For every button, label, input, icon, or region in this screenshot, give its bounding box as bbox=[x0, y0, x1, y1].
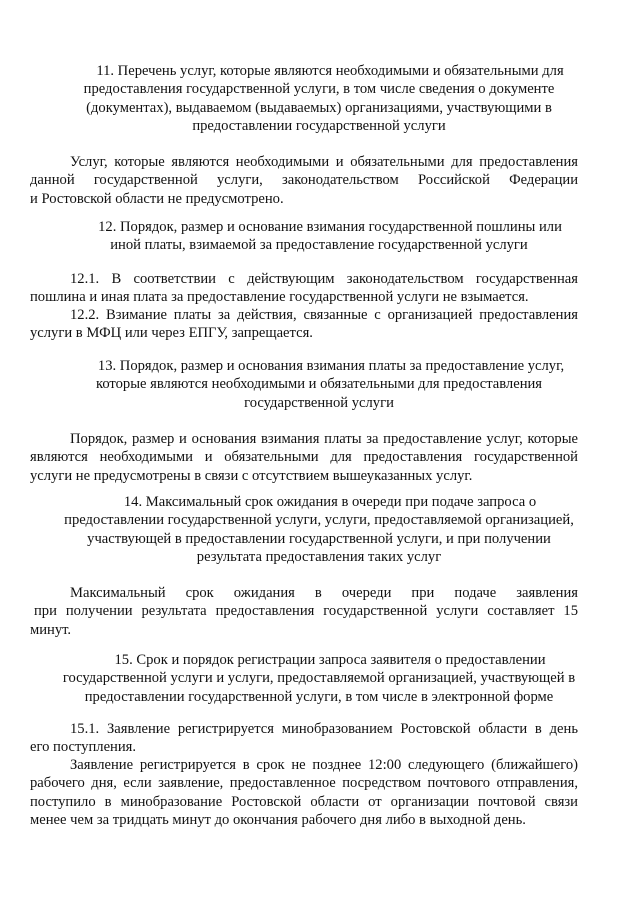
heading-line: 12. Порядок, размер и основание взимания государственной пошлины или bbox=[98, 219, 562, 235]
paragraph-line: менее чем за тридцать минут до окончания рабочего дня либо в выходной день. bbox=[30, 811, 526, 828]
paragraph-line: Максимальный срок ожидания в очереди при подаче заявления bbox=[70, 585, 578, 601]
heading-line: государственной услуги и услуги, предоставляемой организацией, участвующей в bbox=[62, 670, 576, 687]
paragraph-line: поступило в минобразование Ростовской области от организации почтовой связи bbox=[30, 793, 578, 810]
section-14-paragraph bbox=[30, 584, 578, 639]
paragraph-line: 12.2. Взимание платы за действия, связанные с организацией предоставления bbox=[70, 307, 578, 323]
paragraph-line: 15.1. Заявление регистрируется минобразованием Ростовской области в день bbox=[70, 721, 578, 737]
paragraph-line: данной государственной услуги, законодательством Российской Федерации bbox=[30, 172, 578, 189]
section-15-paragraph-1 bbox=[30, 720, 578, 757]
section-13-paragraph bbox=[30, 430, 578, 485]
heading-line: предоставлении государственной услуги bbox=[192, 117, 446, 134]
heading-line: участвующей в предоставлении государственной услуги, и при получении bbox=[87, 530, 551, 547]
paragraph-line: рабочего дня, если заявление, предоставленное посредством почтового отправления, bbox=[30, 775, 578, 792]
heading-line: предоставления государственной услуги, в том числе сведения о документе bbox=[83, 81, 555, 98]
section-12-paragraph-1 bbox=[30, 270, 578, 307]
heading-line: предоставлении государственной услуги, услуги, предоставляемой организацией, bbox=[64, 512, 574, 529]
heading-line: результата предоставления таких услуг bbox=[196, 548, 442, 565]
paragraph-line: Услуг, которые являются необходимыми и обязательными для предоставления bbox=[70, 154, 578, 170]
heading-line: 13. Порядок, размер и основания взимания платы за предоставление услуг, bbox=[97, 358, 565, 374]
section-12-heading bbox=[30, 218, 608, 255]
heading-line: 11. Перечень услуг, которые являются необходимыми и обязательными для bbox=[96, 63, 564, 79]
paragraph-line: являются необходимыми и обязательными для предоставления государственной bbox=[30, 449, 578, 466]
section-12-paragraph-2 bbox=[30, 306, 578, 343]
paragraph-line: пошлина и иная плата за предоставление государственной услуги не взымается. bbox=[30, 289, 529, 306]
heading-line: государственной услуги bbox=[244, 394, 394, 411]
paragraph-line: и Ростовской области не предусмотрено. bbox=[30, 190, 284, 207]
paragraph-line: услуги не предусмотрены в связи с отсутствием вышеуказанных услуг. bbox=[30, 467, 473, 484]
section-11-heading bbox=[30, 62, 608, 135]
section-15-heading bbox=[30, 651, 608, 706]
section-14-heading bbox=[30, 493, 608, 566]
paragraph-line: Заявление регистрируется в срок не позднее 12:00 следующего (ближайшего) bbox=[70, 757, 578, 773]
heading-line: 14. Максимальный срок ожидания в очереди при подаче запроса о bbox=[123, 494, 537, 510]
paragraph-line: при получении результата предоставления государственной услуги составляет 15 bbox=[34, 603, 578, 620]
paragraph-line: 12.1. В соответствии с действующим законодательством государственная bbox=[70, 271, 578, 287]
section-15-paragraph-2 bbox=[30, 756, 578, 829]
paragraph-line: Порядок, размер и основания взимания платы за предоставление услуг, которые bbox=[70, 431, 578, 447]
section-11-paragraph bbox=[30, 153, 578, 208]
paragraph-line: услуги в МФЦ или через ЕПГУ, запрещается. bbox=[30, 325, 313, 342]
heading-line: 15. Срок и порядок регистрации запроса заявителя о предоставлении bbox=[114, 652, 546, 668]
heading-line: предоставлении государственной услуги, в том числе в электронной форме bbox=[84, 688, 554, 705]
section-13-heading bbox=[30, 357, 608, 412]
heading-line: иной платы, взимаемой за предоставление государственной услуги bbox=[110, 237, 528, 254]
paragraph-line: минут. bbox=[30, 621, 72, 638]
paragraph-line: его поступления. bbox=[30, 739, 137, 756]
heading-line: (документах), выдаваемом (выдаваемых) организациями, участвующими в bbox=[86, 99, 552, 116]
heading-line: которые являются необходимыми и обязательными для предоставления bbox=[95, 376, 543, 393]
